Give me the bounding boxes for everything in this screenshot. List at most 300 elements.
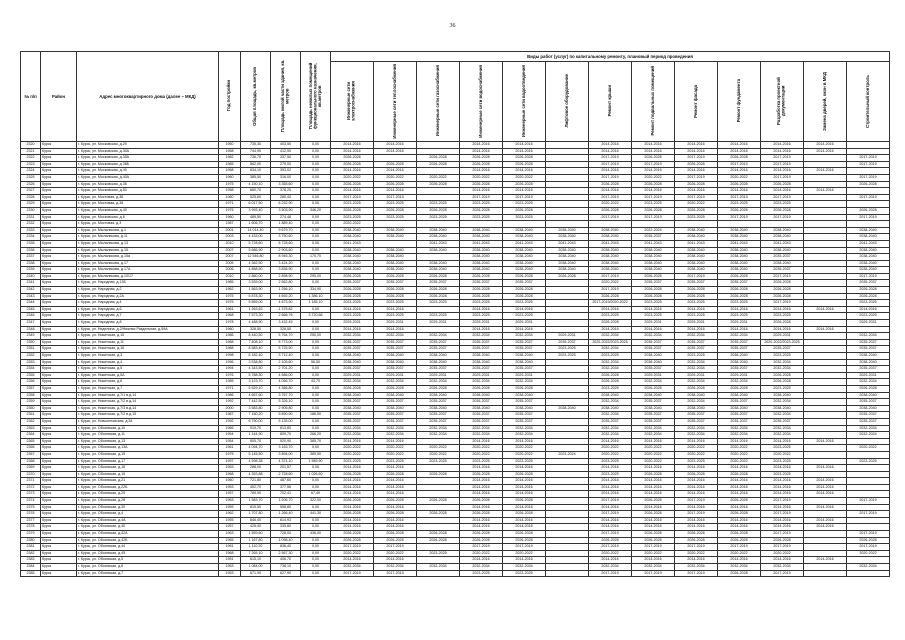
- table-cell: 402,70: [241, 484, 271, 491]
- table-cell: 2035-2037: [331, 366, 374, 373]
- table-cell: 1 606,70: [241, 221, 271, 228]
- table-cell: Курск: [41, 214, 77, 221]
- table-cell: 2014-2016: [761, 517, 804, 524]
- table-cell: 2014-2016: [718, 306, 761, 313]
- table-cell: 2026-2028: [589, 379, 632, 386]
- table-cell: 2023-2025: [589, 313, 632, 320]
- table-cell: 403,50: [271, 142, 301, 149]
- table-row: [21, 227, 890, 234]
- table-cell: 3 424,20: [271, 260, 301, 267]
- table-cell: [804, 194, 847, 201]
- table-cell: 2020-2022: [718, 550, 761, 557]
- table-cell: 2035-2037: [632, 234, 675, 241]
- table-cell: 436,00: [301, 531, 331, 538]
- table-cell: [804, 346, 847, 353]
- table-cell: 1966: [219, 425, 241, 432]
- table-cell: 2035-2037: [503, 346, 546, 353]
- table-cell: 2020-2022: [718, 445, 761, 452]
- table-cell: [546, 418, 589, 425]
- table-cell: 0,00: [301, 339, 331, 346]
- table-cell: 2348: [21, 326, 41, 333]
- table-cell: г. Курск, ул. Московская, д.36: [77, 181, 219, 188]
- table-cell: 0,00: [301, 227, 331, 234]
- table-row: [21, 260, 890, 267]
- header-work-10: Разработка проектной документации: [761, 62, 804, 142]
- header-year: Год постройки: [219, 52, 241, 142]
- table-cell: [417, 168, 460, 175]
- table-cell: [804, 392, 847, 399]
- table-cell: Курск: [41, 451, 77, 458]
- table-cell: Курск: [41, 544, 77, 551]
- table-cell: 2032-2034: [374, 333, 417, 340]
- table-cell: 1959: [219, 504, 241, 511]
- table-cell: Курск: [41, 550, 77, 557]
- table-row: [21, 405, 890, 412]
- table-cell: Курск: [41, 491, 77, 498]
- table-cell: 2023-2025: [460, 201, 503, 208]
- table-cell: [804, 240, 847, 247]
- table-cell: [804, 155, 847, 162]
- table-cell: г. Курск, ул. Мыльникова, д.13: [77, 240, 219, 247]
- table-cell: 2038-2040: [589, 254, 632, 261]
- table-cell: 2321: [21, 148, 41, 155]
- table-cell: 2014-2016: [331, 306, 374, 313]
- table-cell: 3 894,00: [271, 451, 301, 458]
- table-cell: 2032-2034: [417, 425, 460, 432]
- table-cell: 2364: [21, 432, 41, 439]
- table-cell: 0,00: [301, 557, 331, 564]
- table-cell: 2020-2022: [331, 445, 374, 452]
- table-cell: [417, 142, 460, 149]
- table-cell: 2038-2040: [460, 405, 503, 412]
- table-cell: 0,00: [301, 201, 331, 208]
- table-cell: [417, 517, 460, 524]
- table-cell: 2026-2028: [503, 155, 546, 162]
- table-row: [21, 412, 890, 419]
- table-cell: 2032-2034: [589, 564, 632, 571]
- table-cell: 2020-2022/2023-2025: [761, 339, 804, 346]
- table-cell: 2035-2037: [460, 412, 503, 419]
- table-cell: Курск: [41, 412, 77, 419]
- table-cell: [804, 372, 847, 379]
- table-cell: [847, 524, 890, 531]
- table-cell: 2029-2031: [718, 320, 761, 327]
- table-cell: 2026-2028: [460, 273, 503, 280]
- table-cell: [546, 511, 589, 518]
- table-cell: 2032-2034: [761, 564, 804, 571]
- table-cell: 2014-2016: [804, 557, 847, 564]
- table-cell: 2017-2019: [589, 498, 632, 505]
- table-cell: 2032-2034: [460, 425, 503, 432]
- table-cell: 2035-2037: [761, 346, 804, 353]
- table-cell: 2035-2037: [374, 399, 417, 406]
- table-cell: [546, 531, 589, 538]
- table-cell: [417, 465, 460, 472]
- table-cell: 1975: [219, 181, 241, 188]
- table-cell: 2014-2016: [632, 524, 675, 531]
- table-cell: 2026-2028: [503, 471, 546, 478]
- table-row: [21, 142, 890, 149]
- table-cell: 2032-2034: [374, 564, 417, 571]
- table-cell: 2038-2040: [718, 267, 761, 274]
- table-cell: 2014-2016: [589, 188, 632, 195]
- table-cell: 4 433,00: [241, 234, 271, 241]
- table-cell: [546, 293, 589, 300]
- table-cell: 2010: [219, 240, 241, 247]
- table-cell: г. Курск, ул. Обоянская, д.21: [77, 478, 219, 485]
- table-cell: 1998: [219, 353, 241, 360]
- table-cell: 2328: [21, 194, 41, 201]
- table-cell: 2017-2019: [675, 174, 718, 181]
- table-cell: [417, 221, 460, 228]
- table-cell: 406,70: [271, 557, 301, 564]
- table-cell: 201,57: [271, 465, 301, 472]
- table-cell: 2014-2016: [761, 438, 804, 445]
- table-cell: 2014-2016: [804, 148, 847, 155]
- table-cell: 2038-2040: [847, 353, 890, 360]
- table-cell: 2017-2019: [331, 570, 374, 577]
- table-cell: 2023-2025: [847, 458, 890, 465]
- table-cell: 1 889,40: [271, 221, 301, 228]
- table-cell: 2032-2034: [417, 564, 460, 571]
- table-cell: 0,00: [301, 306, 331, 313]
- table-cell: 2017-2019: [761, 498, 804, 505]
- table-cell: 2014-2016: [503, 142, 546, 149]
- table-cell: [417, 524, 460, 531]
- table-cell: 2017-2019: [761, 174, 804, 181]
- table-cell: 2038-2040: [718, 392, 761, 399]
- table-cell: Курск: [41, 359, 77, 366]
- table-cell: 2355: [21, 372, 41, 379]
- table-cell: 2014-2016: [632, 168, 675, 175]
- table-cell: 4 343,50: [241, 366, 271, 373]
- table-cell: 2026-2028: [331, 498, 374, 505]
- table-cell: 2026-2028: [503, 385, 546, 392]
- table-cell: 487,60: [271, 478, 301, 485]
- table-cell: г. Курск, ул. Обоянская, д.28: [77, 498, 219, 505]
- table-cell: 1961: [219, 306, 241, 313]
- table-cell: 2026-2028: [460, 531, 503, 538]
- table-cell: 2017-2019: [374, 544, 417, 551]
- table-cell: 2032-2034: [632, 333, 675, 340]
- table-cell: 2014-2016: [675, 148, 718, 155]
- table-cell: 2038-2040: [675, 234, 718, 241]
- table-cell: 2017-2019: [847, 174, 890, 181]
- table-cell: 2017-2019: [675, 155, 718, 162]
- table-cell: [546, 517, 589, 524]
- table-cell: 0,00: [301, 353, 331, 360]
- table-cell: 266,20: [301, 432, 331, 439]
- table-cell: 2035-2037: [632, 366, 675, 373]
- table-cell: 2035-2037: [417, 399, 460, 406]
- table-cell: 2014-2016: [804, 491, 847, 498]
- table-cell: 2014-2016: [374, 188, 417, 195]
- table-row: [21, 234, 890, 241]
- capital-repair-table: [20, 51, 890, 577]
- table-cell: [546, 478, 589, 485]
- table-cell: [417, 570, 460, 577]
- table-row: [21, 544, 890, 551]
- table-cell: 5 878,30: [241, 293, 271, 300]
- table-cell: 2017-2019: [718, 194, 761, 201]
- table-cell: 2329: [21, 201, 41, 208]
- table-cell: 2359: [21, 399, 41, 406]
- table-cell: г. Курск, ул. Никитская, д.4: [77, 359, 219, 366]
- table-cell: [546, 544, 589, 551]
- table-cell: 2 668,76: [271, 313, 301, 320]
- table-cell: 2023-2025: [503, 214, 546, 221]
- table-cell: 2032-2034: [675, 564, 718, 571]
- table-cell: [546, 148, 589, 155]
- table-cell: 4 094,70: [241, 445, 271, 452]
- table-cell: 2023-2025: [503, 201, 546, 208]
- table-cell: Курск: [41, 399, 77, 406]
- table-cell: 2032-2034: [589, 425, 632, 432]
- table-cell: 1962: [219, 511, 241, 518]
- table-cell: 4 692,20: [271, 293, 301, 300]
- table-cell: 1 266,40: [271, 511, 301, 518]
- table-cell: 2014-2016: [804, 465, 847, 472]
- table-cell: 2014-2016: [804, 188, 847, 195]
- table-cell: 2023-2025: [503, 300, 546, 307]
- table-cell: 919,70: [241, 425, 271, 432]
- table-cell: [804, 451, 847, 458]
- table-cell: 2335: [21, 240, 41, 247]
- table-cell: [374, 155, 417, 162]
- table-body: [21, 142, 890, 577]
- table-cell: 2014-2016: [589, 504, 632, 511]
- table-cell: 1968: [219, 471, 241, 478]
- header-work-2: Инженерные сети газоснабжения: [417, 62, 460, 142]
- table-cell: [804, 385, 847, 392]
- table-cell: 0,00: [301, 564, 331, 571]
- table-row: [21, 445, 890, 452]
- table-cell: 2017-2019: [718, 544, 761, 551]
- table-cell: 2014-2016: [589, 168, 632, 175]
- table-cell: 2 728,60: [271, 471, 301, 478]
- table-cell: 489,50: [241, 214, 271, 221]
- table-cell: г. Курск, ул. Мыльникова, д.10/17: [77, 273, 219, 280]
- table-cell: [847, 148, 890, 155]
- table-cell: 2023-2025: [675, 313, 718, 320]
- table-cell: Курск: [41, 511, 77, 518]
- table-cell: 2014-2016: [503, 478, 546, 485]
- table-cell: 2014-2016: [761, 326, 804, 333]
- table-cell: 2026-2028: [374, 181, 417, 188]
- table-cell: [546, 504, 589, 511]
- table-cell: 2346: [21, 313, 41, 320]
- table-cell: 2358: [21, 392, 41, 399]
- table-row: [21, 188, 890, 195]
- table-cell: 2038-2040: [546, 405, 589, 412]
- table-cell: [804, 280, 847, 287]
- table-cell: 5 145,50: [241, 451, 271, 458]
- table-cell: 2038-2040: [589, 260, 632, 267]
- table-cell: 2014-2016: [331, 148, 374, 155]
- table-cell: Курск: [41, 240, 77, 247]
- table-cell: 2365: [21, 438, 41, 445]
- table-cell: 2014-2016: [589, 478, 632, 485]
- table-cell: 2023-2025: [374, 300, 417, 307]
- table-cell: 2038-2040: [847, 247, 890, 254]
- table-cell: 5 859,00: [241, 300, 271, 307]
- table-cell: 2038-2040: [718, 227, 761, 234]
- table-cell: 2023-2025: [374, 201, 417, 208]
- table-cell: 721,80: [241, 478, 271, 485]
- page-number: 36: [449, 23, 456, 29]
- table-cell: 562,00: [241, 161, 271, 168]
- table-cell: 2038-2040: [761, 260, 804, 267]
- table-cell: 2038-2040: [460, 267, 503, 274]
- table-cell: 2332: [21, 221, 41, 228]
- table-cell: Курск: [41, 392, 77, 399]
- table-cell: 1985: [219, 161, 241, 168]
- table-cell: 0,00: [301, 168, 331, 175]
- table-cell: [847, 201, 890, 208]
- table-cell: 2014-2016: [460, 491, 503, 498]
- table-row: [21, 148, 890, 155]
- table-cell: 2035-2037: [503, 280, 546, 287]
- header-work-3: Инженерные сети водоснабжения: [460, 62, 503, 142]
- table-cell: Курск: [41, 524, 77, 531]
- table-cell: 2038-2040: [417, 405, 460, 412]
- table-row: [21, 181, 890, 188]
- table-cell: 2038-2040: [761, 234, 804, 241]
- table-cell: 2023-2025: [417, 214, 460, 221]
- table-cell: 6 182,40: [241, 353, 271, 360]
- table-cell: [804, 247, 847, 254]
- table-cell: 2029-2031: [761, 333, 804, 340]
- table-cell: Курск: [41, 458, 77, 465]
- table-cell: 2023-2025: [761, 471, 804, 478]
- table-cell: 2035-2037: [632, 339, 675, 346]
- table-cell: 846,40: [241, 517, 271, 524]
- table-cell: 3 539,00: [241, 280, 271, 287]
- table-cell: 2041-2043: [675, 240, 718, 247]
- table-cell: 2038-2040: [847, 359, 890, 366]
- table-cell: Курск: [41, 326, 77, 333]
- table-cell: [546, 366, 589, 373]
- table-cell: 2035-2037: [546, 339, 589, 346]
- table-cell: г. Курск, ул. Московская, д.40: [77, 207, 219, 214]
- table-cell: 2014-2016: [718, 168, 761, 175]
- table-cell: 728,00: [271, 531, 301, 538]
- table-cell: 2038-2040: [589, 234, 632, 241]
- table-cell: 736,70: [241, 155, 271, 162]
- table-cell: 4 488,90: [241, 320, 271, 327]
- table-cell: 2383: [21, 557, 41, 564]
- table-cell: 2035-2037: [417, 339, 460, 346]
- table-cell: [546, 557, 589, 564]
- table-cell: 2026-2028: [417, 273, 460, 280]
- table-cell: [546, 458, 589, 465]
- table-cell: 2014-2016: [460, 306, 503, 313]
- table-cell: [503, 221, 546, 228]
- table-cell: [804, 287, 847, 294]
- table-cell: [675, 221, 718, 228]
- table-cell: 2007: [219, 254, 241, 261]
- table-cell: 2026-2028: [503, 207, 546, 214]
- table-cell: 2041-2043: [847, 240, 890, 247]
- table-cell: 2026-2028: [460, 155, 503, 162]
- table-cell: 2026-2028: [417, 155, 460, 162]
- table-cell: 2026-2028: [718, 181, 761, 188]
- table-cell: 2035-2037: [460, 418, 503, 425]
- table-cell: 2032-2034: [460, 333, 503, 340]
- table-cell: 2038-2040: [331, 392, 374, 399]
- table-cell: 4 673,90: [271, 300, 301, 307]
- table-cell: 2014-2016: [761, 465, 804, 472]
- table-cell: 520,90: [271, 438, 301, 445]
- table-cell: 2 701,20: [271, 366, 301, 373]
- table-cell: 2001: [219, 227, 241, 234]
- table-cell: 2372: [21, 484, 41, 491]
- table-cell: 2362: [21, 418, 41, 425]
- table-cell: 2014-2016: [632, 517, 675, 524]
- table-cell: 7 573,30: [241, 313, 271, 320]
- table-cell: Курск: [41, 260, 77, 267]
- header-work-4: Инженерные сети водоотведения: [503, 62, 546, 142]
- table-cell: 2017-2019: [589, 155, 632, 162]
- table-cell: 2035-2037: [847, 339, 890, 346]
- table-cell: 2026-2028: [761, 287, 804, 294]
- table-cell: 274,46: [271, 214, 301, 221]
- table-cell: 2331: [21, 214, 41, 221]
- table-cell: 2038-2040: [589, 392, 632, 399]
- table-cell: 4 362,50: [241, 260, 271, 267]
- table-cell: 2023-2025: [460, 458, 503, 465]
- table-cell: 2020-2022/2023-2025: [589, 339, 632, 346]
- table-cell: 2014-2016: [589, 557, 632, 564]
- table-cell: 2026-2028: [374, 498, 417, 505]
- table-row: [21, 300, 890, 307]
- table-cell: г. Курск, ул. Никитская, д.6: [77, 379, 219, 386]
- table-cell: 2354: [21, 366, 41, 373]
- table-cell: 2385: [21, 570, 41, 577]
- table-cell: [804, 293, 847, 300]
- header-works-group: Виды работ (услуг) по капитальному ремонту, плановый период проведения: [331, 52, 890, 62]
- table-cell: 2014-2016: [460, 484, 503, 491]
- table-cell: 2023-2025: [417, 458, 460, 465]
- table-cell: Курск: [41, 174, 77, 181]
- table-cell: 2026-2028: [847, 293, 890, 300]
- table-row: [21, 451, 890, 458]
- table-cell: 2038-2040: [331, 267, 374, 274]
- table-row: [21, 438, 890, 445]
- table-cell: 2014-2016: [503, 188, 546, 195]
- table-cell: 2343: [21, 293, 41, 300]
- table-cell: 2038-2040: [632, 247, 675, 254]
- table-cell: 1971: [219, 385, 241, 392]
- table-cell: 2000: [219, 405, 241, 412]
- table-cell: 2032-2034: [761, 366, 804, 373]
- table-cell: 2032-2034: [847, 425, 890, 432]
- table-cell: 2023-2025: [331, 458, 374, 465]
- table-cell: 2017-2019: [761, 544, 804, 551]
- table-cell: 2014-2016: [804, 306, 847, 313]
- table-cell: 2014-2016: [804, 484, 847, 491]
- header-address: Адрес многоквартирного дома (далее – МКД): [77, 52, 219, 142]
- table-row: [21, 570, 890, 577]
- table-cell: 2032-2034: [460, 564, 503, 571]
- table-cell: [804, 161, 847, 168]
- header-work-7: Ремонт подвальных помещений: [632, 62, 675, 142]
- table-cell: 2014-2016: [460, 504, 503, 511]
- table-cell: 2035-2037: [331, 399, 374, 406]
- table-cell: 2038-2040: [632, 260, 675, 267]
- table-row: [21, 214, 890, 221]
- table-cell: 0,00: [301, 418, 331, 425]
